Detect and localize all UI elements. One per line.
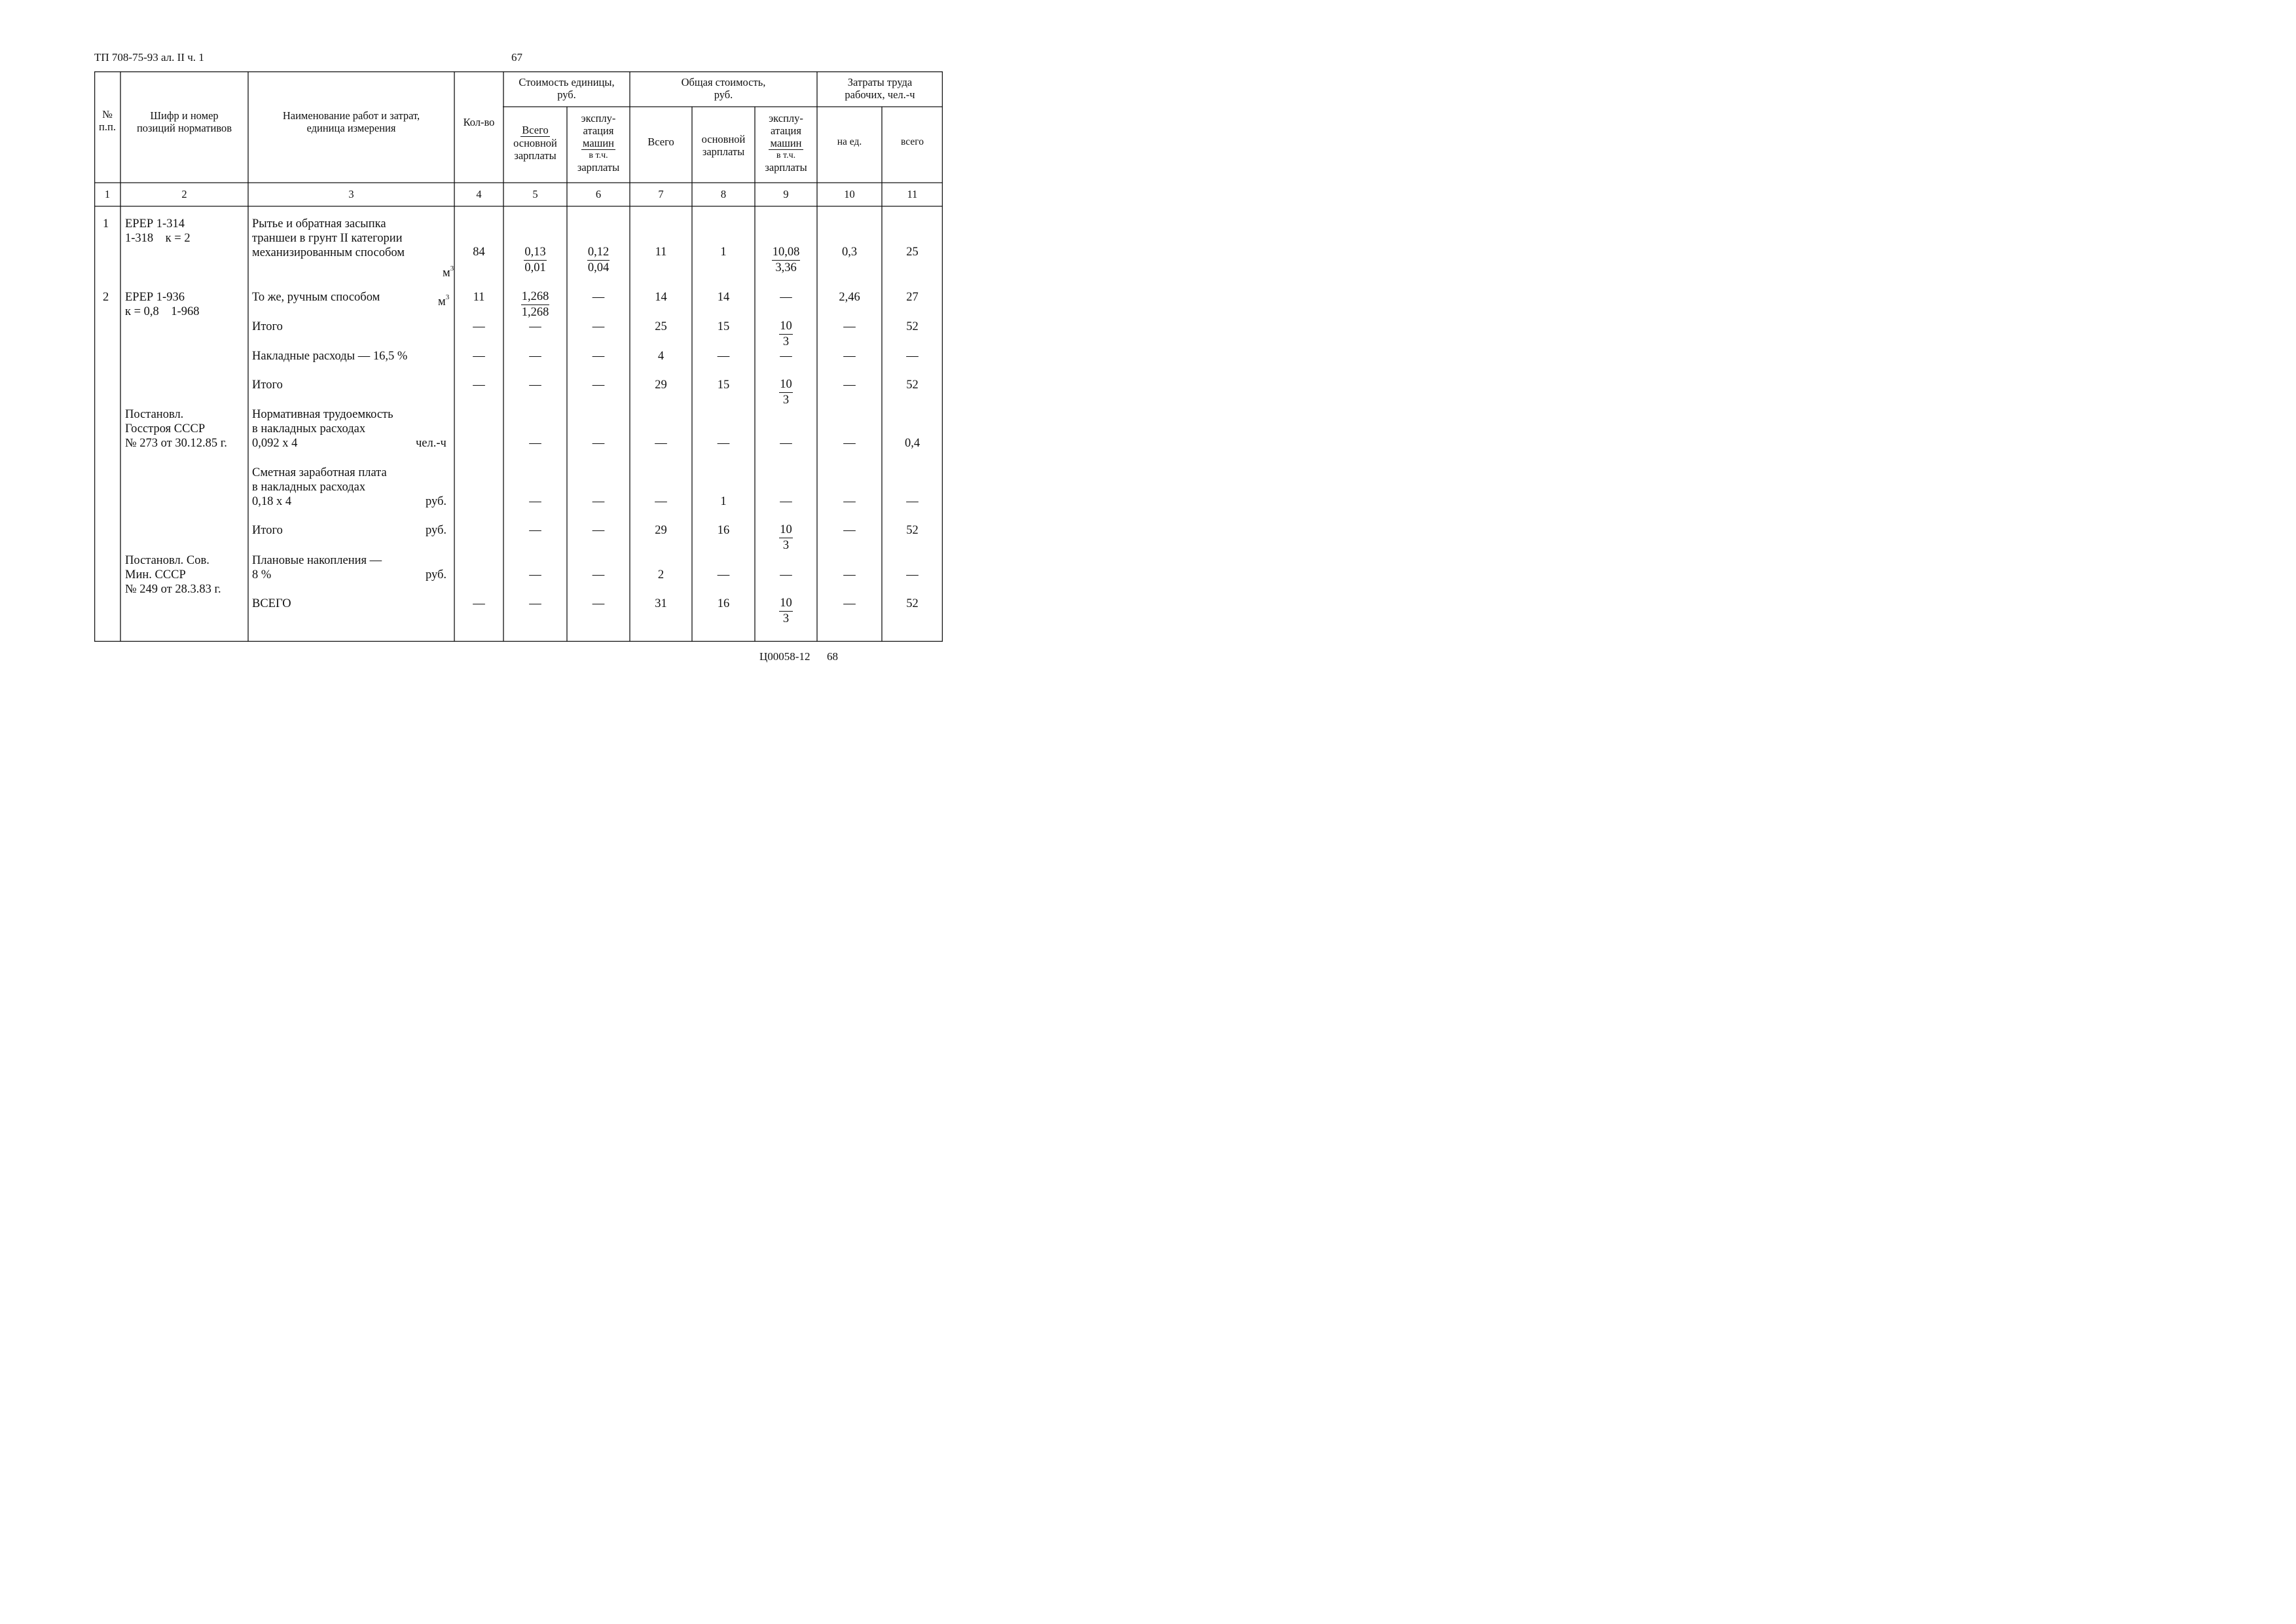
- work-name: Рытье и обратная засыпка траншеи в грунт II категории механизированным способом: [252, 217, 405, 259]
- machine-total-fraction: $\frac{10,08}{3,36}$: [772, 246, 800, 274]
- qty-cell: —: [473, 350, 485, 363]
- wage-cell: 1: [720, 246, 727, 259]
- labor-unit-cell: 2,46: [839, 291, 860, 304]
- labor-total-cell: 52: [906, 378, 919, 392]
- unit-cost-cell: —: [529, 437, 541, 450]
- machine-cost-cell: —: [592, 524, 605, 537]
- labor-unit-cell: —: [843, 320, 856, 333]
- machine-cost-cell: —: [592, 320, 605, 333]
- unit-cost-fraction: $\frac{0,13}{0,01}$: [524, 246, 546, 274]
- wage-cell: —: [717, 568, 730, 581]
- work-name: То же, ручным способом: [252, 291, 380, 304]
- labor-total-cell: 27: [906, 291, 919, 304]
- colnum-9: 9: [783, 188, 789, 200]
- colnum-10: 10: [844, 188, 855, 200]
- unit-cost-cell: —: [529, 378, 541, 392]
- total-cell: —: [655, 495, 667, 508]
- qty-cell: —: [473, 320, 485, 333]
- wage-cell: —: [717, 437, 730, 450]
- unit-cost-cell: —: [529, 350, 541, 363]
- labor-total-cell: —: [906, 350, 919, 363]
- labor-unit-cell: —: [843, 378, 856, 392]
- labor-unit-cell: —: [843, 597, 856, 610]
- machine-total-cell: —: [780, 568, 792, 581]
- unit-cost-cell: —: [529, 568, 541, 581]
- total-cell: 25: [655, 320, 667, 333]
- code-cell: 1-318 к = 2: [125, 232, 191, 245]
- unit-label: $м^3$: [438, 293, 450, 308]
- machine-cost-cell: —: [592, 350, 605, 363]
- header-col10: на ед.: [837, 136, 862, 147]
- header-col9-e: зарплаты: [765, 161, 807, 174]
- total-cell: —: [655, 437, 667, 450]
- row-number: 1: [103, 217, 109, 231]
- machine-total-fraction: $\frac{10}{3}$: [780, 320, 792, 348]
- unit-cost-cell: —: [529, 597, 541, 610]
- machine-cost-cell: —: [592, 495, 605, 508]
- wage-cell: —: [717, 350, 730, 363]
- wage-cell: 1: [720, 495, 727, 508]
- total-cell: 14: [655, 291, 667, 304]
- wage-cell: 15: [717, 320, 730, 333]
- total-cell: 11: [655, 246, 667, 259]
- row-number: 2: [103, 291, 109, 304]
- header-col9: [755, 112, 817, 174]
- estimate-table: [94, 71, 943, 642]
- header-col7: Всего: [647, 136, 674, 148]
- machine-cost-cell: —: [592, 597, 605, 610]
- labor-unit-cell: 0,3: [841, 246, 858, 259]
- labor-total-cell: 52: [906, 597, 919, 610]
- header-col6-a: эксплу-: [581, 112, 616, 124]
- wage-cell: 14: [717, 291, 730, 304]
- footer-page: 68: [827, 650, 838, 663]
- colnum-5: 5: [532, 188, 538, 200]
- wage-cell: 16: [717, 524, 730, 537]
- work-name: Накладные расходы — 16,5 %: [252, 350, 408, 363]
- header-col6-b: атация: [583, 124, 614, 137]
- colnum-7: 7: [658, 188, 664, 200]
- total-cell: 29: [655, 524, 667, 537]
- header-code: Шифр и номер позиций нормативов: [136, 109, 232, 134]
- work-name: Итого: [252, 320, 283, 333]
- total-cell: 2: [657, 568, 665, 581]
- machine-cost-cell: —: [592, 568, 605, 581]
- unit-cost-cell: —: [529, 320, 541, 333]
- qty-cell: 11: [473, 291, 485, 304]
- total-cell: 31: [655, 597, 667, 610]
- qty-cell: —: [473, 597, 485, 610]
- header-name: Наименование работ и затрат, единица измерения: [282, 109, 420, 134]
- header-col6-e: зарплаты: [577, 161, 620, 174]
- labor-total-cell: 25: [906, 246, 919, 259]
- machine-cost-cell: —: [592, 291, 605, 304]
- colnum-8: 8: [720, 188, 727, 200]
- machine-total-cell: —: [780, 350, 792, 363]
- colnum-3: 3: [348, 188, 354, 200]
- header-col5: [503, 124, 567, 162]
- colnum-4: 4: [476, 188, 482, 200]
- colnum-2: 2: [181, 188, 187, 200]
- labor-total-cell: —: [906, 495, 919, 508]
- colnum-1: 1: [104, 188, 111, 200]
- work-name: Итого: [252, 378, 283, 392]
- header-col9-b: атация: [771, 124, 801, 137]
- labor-unit-cell: —: [843, 568, 856, 581]
- total-cell: 29: [655, 378, 667, 392]
- document-code: ТП 708-75-93 ал. II ч. 1: [94, 51, 204, 64]
- labor-total-cell: 52: [906, 524, 919, 537]
- unit-cost-cell: —: [529, 495, 541, 508]
- machine-cost-cell: —: [592, 437, 605, 450]
- machine-total-cell: —: [780, 291, 792, 304]
- header-col9-d: в т.ч.: [776, 151, 796, 160]
- qty-cell: 84: [473, 246, 485, 259]
- code-cell: Постановл. Госстроя СССР № 273 от 30.12.85 г.: [125, 408, 227, 450]
- work-name: Нормативная трудоемкость в накладных расходах 0,092 х 4: [252, 408, 393, 450]
- machine-total-cell: —: [780, 495, 792, 508]
- header-unit-cost: Стоимость единицы, руб.: [519, 76, 615, 101]
- unit-label: чел.-ч: [416, 437, 446, 450]
- header-col5-top: Всего: [522, 124, 549, 136]
- page-number: 67: [511, 51, 522, 64]
- unit-label: руб.: [426, 568, 447, 581]
- colnum-6: 6: [595, 188, 602, 200]
- machine-cost-cell: —: [592, 378, 605, 392]
- unit-cost-cell: —: [529, 524, 541, 537]
- unit-label: руб.: [426, 495, 447, 508]
- unit-label: руб.: [426, 524, 447, 537]
- code-cell: Постановл. Сов. Мин. СССР № 249 от 28.3.83 г.: [125, 554, 221, 596]
- labor-unit-cell: —: [843, 437, 856, 450]
- code-cell: к = 0,8 1-968: [125, 305, 200, 318]
- code-cell: ЕРЕР 1-314: [125, 217, 185, 231]
- machine-total-fraction: $\frac{10}{3}$: [780, 597, 792, 625]
- wage-cell: 16: [717, 597, 730, 610]
- header-col8: основной зарплаты: [701, 133, 746, 158]
- labor-total-cell: —: [906, 568, 919, 581]
- header-qty: Кол-во: [463, 116, 495, 128]
- header-col9-a: эксплу-: [769, 112, 803, 124]
- work-name: Итого: [252, 524, 283, 537]
- labor-unit-cell: —: [843, 495, 856, 508]
- labor-total-cell: 52: [906, 320, 919, 333]
- header-labor: Затраты труда рабочих, чел.-ч: [845, 76, 915, 101]
- header-col5-bottom: основной зарплаты: [513, 137, 557, 162]
- machine-cost-fraction: $\frac{0,12}{0,04}$: [587, 246, 610, 274]
- colnum-11: 11: [907, 188, 918, 200]
- unit-cost-fraction: $\frac{1,268}{1,268}$: [521, 290, 549, 319]
- machine-total-fraction: $\frac{10}{3}$: [780, 378, 792, 407]
- header-col11: всего: [901, 136, 924, 147]
- work-name: Плановые накопления — 8 %: [252, 554, 382, 581]
- wage-cell: 15: [717, 378, 730, 392]
- header-total-cost: Общая стоимость, руб.: [681, 76, 766, 101]
- labor-unit-cell: —: [843, 524, 856, 537]
- total-cell: 4: [657, 350, 665, 363]
- code-cell: ЕРЕР 1-936: [125, 291, 185, 304]
- header-col6-c: машин: [582, 137, 615, 149]
- header-col6-d: в т.ч.: [589, 151, 608, 160]
- footer-code: Ц00058-12: [759, 650, 811, 663]
- unit-label: $м^3$: [443, 265, 454, 280]
- header-num: № п.п.: [99, 108, 116, 133]
- work-name: Сметная заработная плата в накладных расходах 0,18 х 4: [252, 466, 387, 508]
- machine-total-fraction: $\frac{10}{3}$: [780, 523, 792, 552]
- header-col6: [567, 112, 630, 174]
- labor-unit-cell: —: [843, 350, 856, 363]
- qty-cell: —: [473, 378, 485, 392]
- header-col9-c: машин: [770, 137, 802, 149]
- machine-total-cell: —: [780, 437, 792, 450]
- work-name: ВСЕГО: [252, 597, 291, 610]
- labor-total-cell: 0,4: [904, 437, 920, 450]
